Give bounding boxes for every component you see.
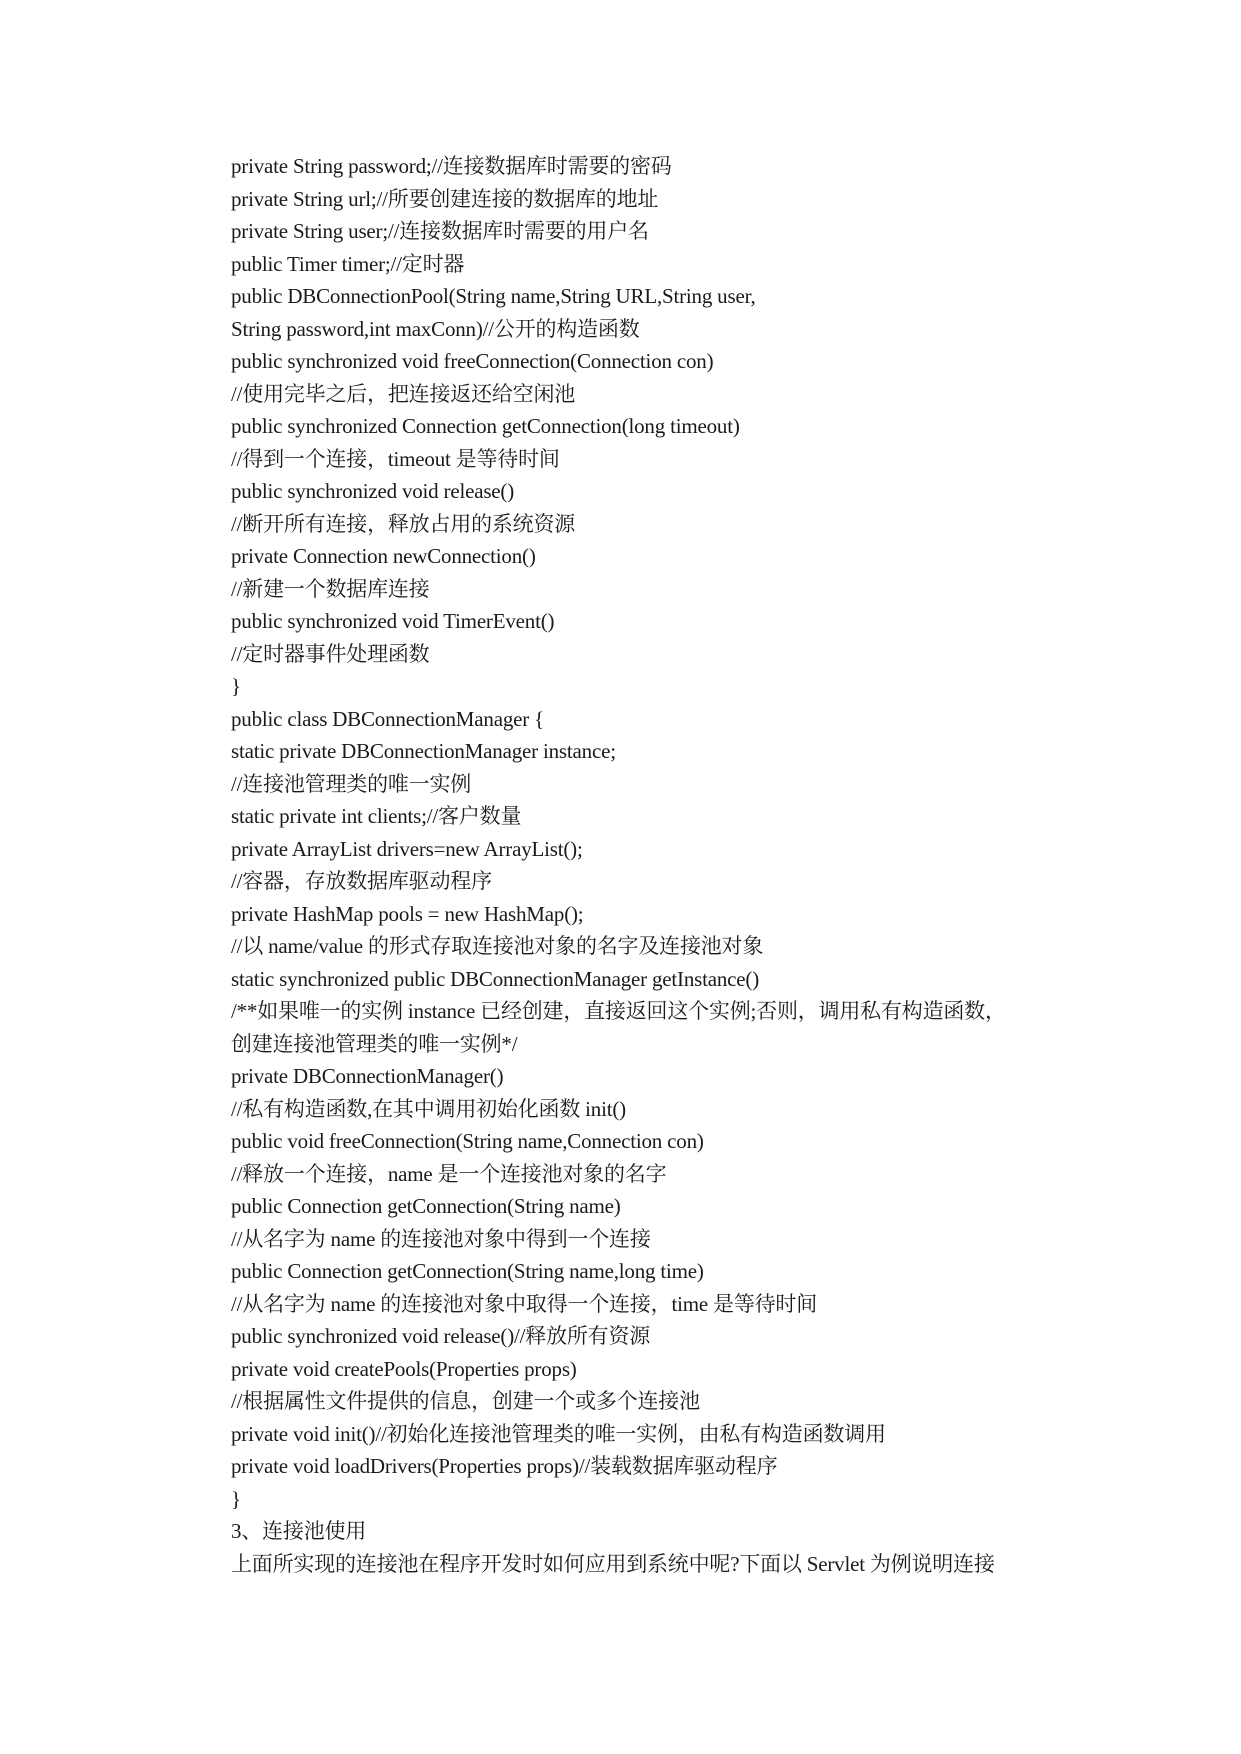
text-line: private DBConnectionManager()	[231, 1064, 504, 1088]
text-line: //从名字为 name 的连接池对象中取得一个连接，time 是等待时间	[231, 1291, 818, 1316]
text-line: private String password;//连接数据库时需要的密码	[231, 154, 672, 178]
text-line: //使用完毕之后，把连接返还给空闲池	[231, 381, 576, 406]
text-line: public class DBConnectionManager {	[231, 706, 544, 731]
text-line: /**如果唯一的实例 instance 已经创建，直接返回这个实例;否则，调用私有构造函数，	[231, 999, 1006, 1023]
text-line: //新建一个数据库连接	[231, 576, 430, 601]
text-line: private void loadDrivers(Properties props)//装载数据库驱动程序	[231, 1454, 778, 1478]
text-line: public Connection getConnection(String name)	[231, 1194, 621, 1218]
text-line: 创建连接池管理类的唯一实例*/	[231, 1031, 518, 1056]
text-line: static private int clients;//客户数量	[231, 804, 522, 828]
text-line: //得到一个连接，timeout 是等待时间	[231, 446, 560, 471]
text-line: public Timer timer;//定时器	[231, 251, 465, 276]
text-line: String password,int maxConn)//公开的构造函数	[231, 316, 640, 341]
section-heading: 3、连接池使用	[231, 1519, 367, 1543]
text-line: private Connection newConnection()	[231, 544, 536, 568]
text-line: public Connection getConnection(String name,long time)	[231, 1259, 704, 1283]
text-line: }	[231, 674, 241, 698]
text-line: public synchronized void freeConnection(Connection con)	[231, 349, 714, 373]
text-line: //断开所有连接，释放占用的系统资源	[231, 511, 576, 536]
text-line: //连接池管理类的唯一实例	[231, 771, 472, 796]
text-line: static private DBConnectionManager instance;	[231, 739, 616, 763]
text-line: static synchronized public DBConnectionManager getInstance()	[231, 966, 759, 991]
text-line: public synchronized void TimerEvent()	[231, 609, 555, 633]
text-line: private String user;//连接数据库时需要的用户名	[231, 219, 649, 243]
text-line: private String url;//所要创建连接的数据库的地址	[231, 186, 659, 211]
text-line: private HashMap pools = new HashMap();	[231, 901, 584, 926]
text-line: public synchronized Connection getConnection(long timeout)	[231, 414, 740, 438]
text-line: 上面所实现的连接池在程序开发时如何应用到系统中呢?下面以 Servlet 为例说明连接	[231, 1551, 995, 1576]
text-line: private void createPools(Properties props)	[231, 1356, 577, 1381]
text-line: //私有构造函数,在其中调用初始化函数 init()	[231, 1096, 626, 1121]
text-line: public void freeConnection(String name,Connection con)	[231, 1129, 704, 1153]
text-line: public synchronized void release()	[231, 479, 515, 503]
text-line: //从名字为 name 的连接池对象中得到一个连接	[231, 1226, 651, 1251]
text-line: //以 name/value 的形式存取连接池对象的名字及连接池对象	[231, 934, 764, 958]
text-line: private void init()//初始化连接池管理类的唯一实例，由私有构造函数调用	[231, 1421, 886, 1446]
text-line: //根据属性文件提供的信息，创建一个或多个连接池	[231, 1389, 700, 1413]
text-line: //定时器事件处理函数	[231, 641, 430, 666]
text-line: public DBConnectionPool(String name,String URL,String user,	[231, 284, 756, 308]
text-line: private ArrayList drivers=new ArrayList();	[231, 836, 583, 861]
text-line: //释放一个连接，name 是一个连接池对象的名字	[231, 1161, 667, 1186]
document-body	[231, 150, 1111, 1580]
text-line: }	[231, 1486, 241, 1511]
text-line: public synchronized void release()//释放所有资源	[231, 1324, 651, 1348]
text-line: //容器，存放数据库驱动程序	[231, 869, 492, 893]
